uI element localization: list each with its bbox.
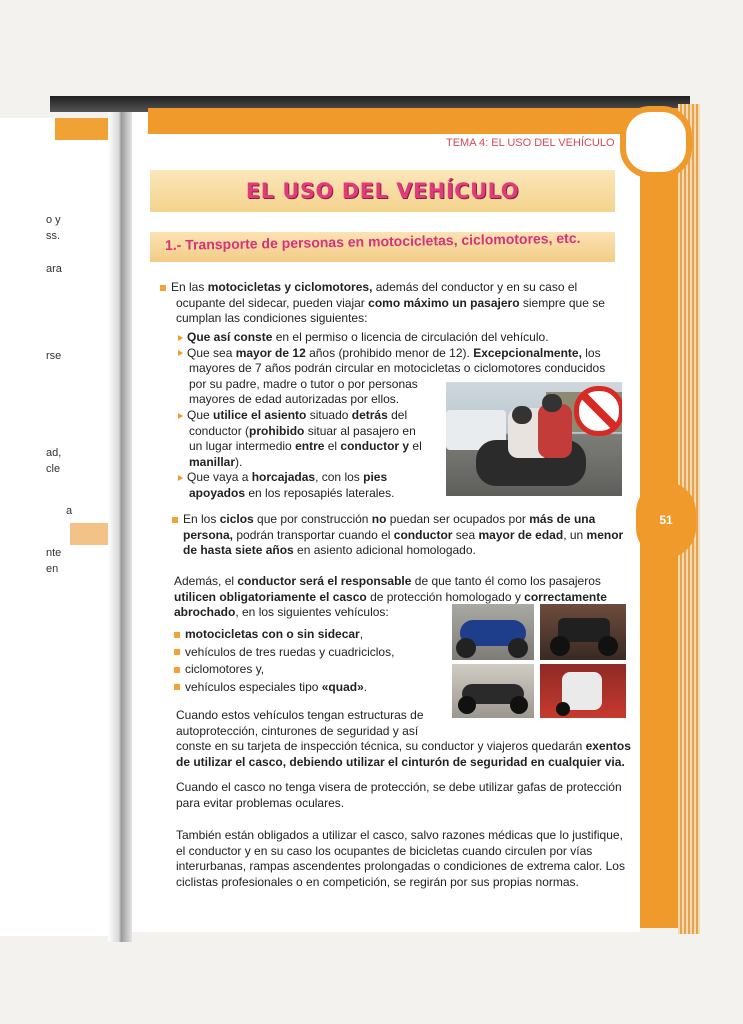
motorcycle-child-photo	[446, 382, 622, 496]
page-number-tab: 51	[636, 482, 696, 558]
list-item: ciclomotores y,	[174, 661, 444, 679]
section-title: 1.- Transporte de personas en motocicletas, ciclomotores, etc.	[164, 229, 581, 253]
list-item: Que utilice el asiento situado detrás del	[178, 408, 440, 424]
motorcycle-photo	[452, 604, 534, 660]
list-item: Que sea mayor de 12 años (prohibido menor de 12). Excepcionalmente, los	[178, 346, 624, 362]
quad-photo	[540, 604, 626, 660]
vehicle-list	[174, 626, 444, 696]
list-item: Que así conste en el permiso o licencia de circulación del vehículo.	[178, 330, 624, 346]
paragraph-bicicletas: También están obligados a utilizar el casco, salvo razones médicas que lo justifique, el conductor y en su caso los ocupantes de bicicletas cuando circulen por vías interurbanas, rampas ascendentes prolongadas o condiciones de extrema calor. Los ciclistas profesionales o en competición, se regirán por sus propias normas.	[176, 828, 625, 889]
left-fragment: a	[66, 505, 73, 517]
book-gutter	[108, 112, 132, 942]
left-fragment: ara	[46, 263, 62, 275]
triangle-bullet-icon	[178, 413, 183, 419]
left-fragment: rse	[46, 350, 62, 362]
square-bullet-icon	[160, 285, 166, 291]
square-bullet-icon	[172, 517, 178, 523]
prohibited-icon	[574, 386, 622, 436]
corner-round	[620, 106, 692, 178]
square-bullet-icon	[174, 649, 180, 655]
top-orange-bar	[148, 108, 678, 134]
title-band	[150, 170, 615, 212]
left-fragment: ad,	[46, 447, 62, 459]
left-fragment: ss.	[46, 230, 61, 242]
left-fragment: en	[46, 563, 59, 575]
triangle-bullet-icon	[178, 350, 183, 356]
left-fragment: o y	[46, 214, 61, 226]
triangle-bullet-icon	[178, 335, 183, 341]
paragraph-exentos: Cuando estos vehículos tengan estructuras de autoprotección, cinturones de seguridad y así conste en su tarjeta de inspección técnica, su conductor y viajeros quedarán exentos de utilizar el casco, debiendo utilizar el cinturón de seguridad en cualquier via.	[176, 708, 631, 769]
left-fragment: nte	[46, 547, 62, 559]
list-item: vehículos especiales tipo «quad».	[174, 679, 444, 697]
paragraph-casco: Además, el conductor será el responsable de que tanto él como los pasajeros utilicen obligatoriamente el casco de protección homologado y correctamente abrochado, en los siguientes vehículos:	[174, 574, 607, 619]
square-bullet-icon	[174, 632, 180, 638]
left-fragment: cle	[46, 463, 61, 475]
list-item: vehículos de tres ruedas y cuadriciclos,	[174, 644, 444, 662]
paragraph-intro: En las motocicletas y ciclomotores, además del conductor y en su caso el ocupante del sidecar, pueden viajar como máximo un pasajero siempre que se cumplan las condiciones siguientes:	[160, 280, 620, 327]
running-head: TEMA 4: EL USO DEL VEHÍCULO	[446, 137, 615, 149]
bullet-list-conditions: Que así conste en el permiso o licencia de circulación del vehículo. Que sea mayor de 12 años (prohibido menor de 12). Excepcionalmente, los mayores de 7 años podrán circular en motocicletas o ciclomotores conducidos por su padre, madre o tutor o por personas mayores de edad autorizadas por ellos.	[178, 330, 624, 408]
triangle-bullet-icon	[178, 475, 183, 481]
left-page	[0, 118, 122, 936]
list-item: Que vaya a horcajadas, con los pies	[178, 470, 440, 486]
list-item: motocicletas con o sin sidecar,	[174, 626, 444, 644]
square-bullet-icon	[174, 667, 180, 673]
paragraph-gafas: Cuando el casco no tenga visera de protección, se debe utilizar gafas de protección para evitar problemas oculares.	[176, 780, 622, 810]
page-title: EL USO DEL VEHÍCULO	[245, 179, 520, 203]
bullet-list-seat: Que utilice el asiento situado detrás del conductor (prohibido situar al pasajero en un lugar intermedio entre el conductor y el manillar). Que vaya a horcajadas, con los pies apoyados en los reposapiés laterales.	[178, 408, 440, 501]
paragraph-ciclos: En los ciclos que por construcción no puedan ser ocupados por más de una persona, podrán transportar cuando el conductor sea mayor de edad, un menor de hasta siete años en asiento adicional homologado.	[172, 512, 624, 559]
square-bullet-icon	[174, 684, 180, 690]
